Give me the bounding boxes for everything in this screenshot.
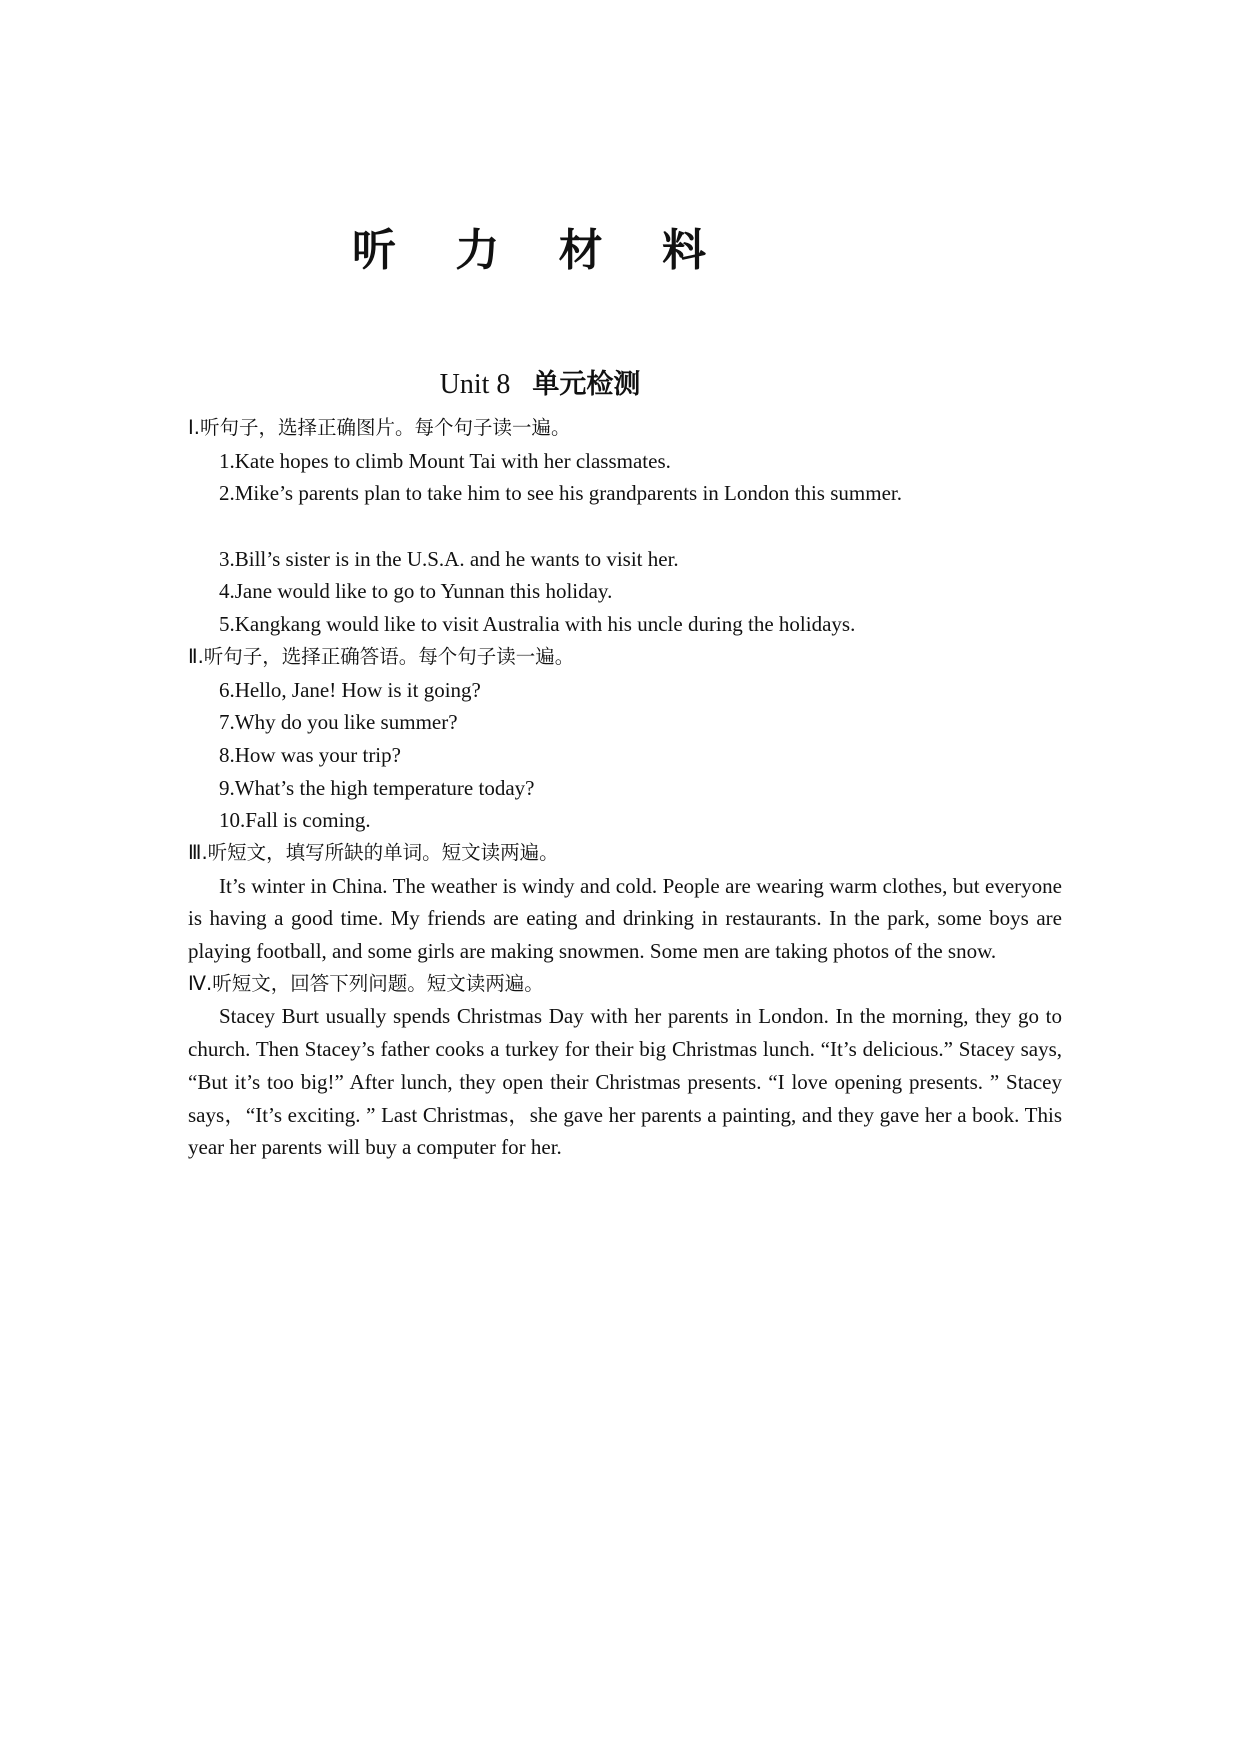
listening-material <box>188 412 1062 1164</box>
sentence-4: 4.Jane would like to go to Yunnan this holiday. <box>219 579 613 604</box>
sentence-8: 8.How was your trip? <box>219 742 401 767</box>
blank-line <box>188 510 1062 543</box>
sentence-7: 7.Why do you like summer? <box>219 710 458 735</box>
sentence-5: 5.Kangkang would like to visit Australia with his uncle during the holidays. <box>219 612 856 637</box>
section-1-heading: Ⅰ.听句子，选择正确图片。每个句子读一遍。 <box>188 416 571 439</box>
section-4-passage: Stacey Burt usually spends Christmas Day with her parents in London. In the morning, they go to church. Then Stacey’s father cooks a turkey for their big Christmas lunch. “It’s delicious.” Stacey says, “But it’s too big!” After lunch, they open their Christmas presents. “I love opening presents. ” Stacey says，“It’s exciting. ” Last Christmas，she gave her parents a painting, and they gave her a book. This year her parents will buy a computer for her. <box>188 1004 1062 1160</box>
sentence-3: 3.Bill’s sister is in the U.S.A. and he wants to visit her. <box>219 546 679 571</box>
section-3-heading: Ⅲ.听短文，填写所缺的单词。短文读两遍。 <box>188 840 559 864</box>
sentence-6: 6.Hello, Jane! How is it going? <box>219 677 481 702</box>
sentence-9: 9.What’s the high temperature today? <box>219 775 535 800</box>
section-2-heading: Ⅱ.听句子，选择正确答语。每个句子读一遍。 <box>188 644 575 668</box>
unit-test-label: 单元检测 <box>532 369 641 400</box>
unit-subtitle <box>0 362 1080 401</box>
section-4-heading: Ⅳ.听短文，回答下列问题。短文读两遍。 <box>188 971 544 995</box>
section-3-passage: It’s winter in China. The weather is windy and cold. People are wearing warm clothes, but everyone is having a good time. My friends are eating and drinking in restaurants. In the park, some boys are playing football, and some girls are making snowmen. Some men are taking photos of the snow. <box>188 873 1062 964</box>
sentence-2: 2.Mike’s parents plan to take him to see his grandparents in London this summer. <box>219 481 902 506</box>
sentence-1: 1.Kate hopes to climb Mount Tai with her classmates. <box>219 448 671 473</box>
page-title: 听 力 材 料 <box>352 225 728 276</box>
unit-number: Unit 8 <box>439 369 511 400</box>
sentence-10: 10.Fall is coming. <box>219 808 371 833</box>
